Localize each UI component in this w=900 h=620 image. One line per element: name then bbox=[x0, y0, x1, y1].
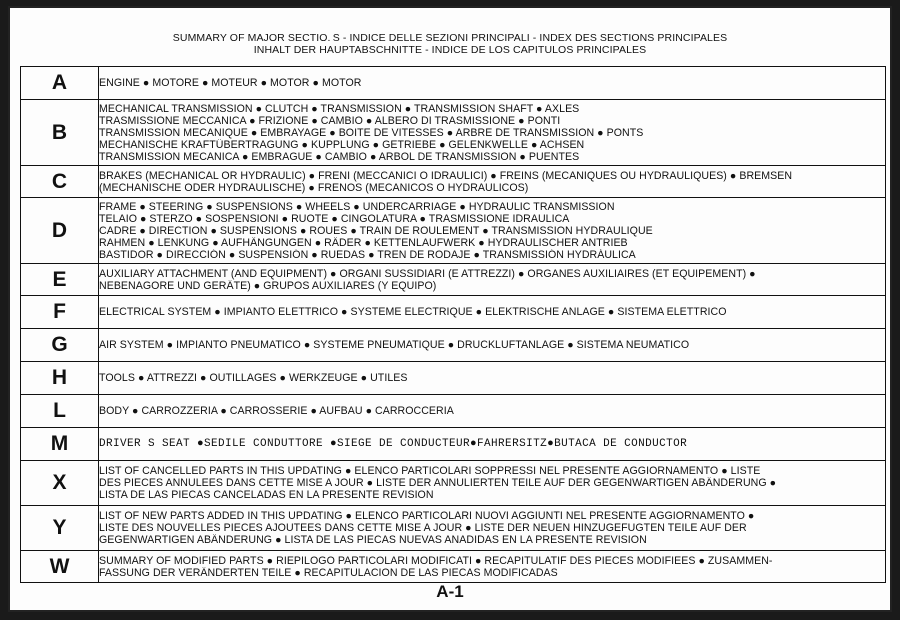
section-description-line: BRAKES (MECHANICAL OR HYDRAULIC) ● FRENI (MECCANICI O IDRAULICI) ● FREINS (MECANIQUES OU HYDRAULIQUES) ● BREMSEN bbox=[99, 169, 793, 182]
section-letter: B bbox=[21, 100, 99, 166]
section-letter: W bbox=[21, 551, 99, 583]
section-letter: C bbox=[21, 166, 99, 198]
section-description bbox=[99, 461, 886, 506]
section-row bbox=[21, 551, 886, 583]
section-description-line: MECHANICAL TRANSMISSION ● CLUTCH ● TRANSMISSION ● TRANSMISSION SHAFT ● AXLES bbox=[99, 102, 580, 115]
section-description-line: LISTA DE LAS PIECAS CANCELADAS EN LA PRESENTE REVISION bbox=[99, 489, 434, 501]
section-description-line: BODY ● CARROZZERIA ● CARROSSERIE ● AUFBAU ● CARROCCERIA bbox=[99, 405, 454, 417]
section-description-line: TRANSMISSION MECANICA ● EMBRAGUE ● CAMBIO ● ARBOL DE TRANSMISSION ● PUENTES bbox=[99, 150, 580, 163]
section-description bbox=[99, 67, 886, 100]
section-row bbox=[21, 296, 886, 329]
section-description-line: FASSUNG DER VERÄNDERTEN TEILE ● RECAPITULACION DE LAS PIECAS MODIFICADAS bbox=[99, 566, 558, 579]
section-description bbox=[99, 551, 886, 583]
section-description-line: FRAME ● STEERING ● SUSPENSIONS ● WHEELS ● UNDERCARRIAGE ● HYDRAULIC TRANSMISSION bbox=[99, 200, 615, 213]
section-description-line: MECHANISCHE KRAFTÜBERTRAGUNG ● KUPPLUNG ● GETRIEBE ● GELENKWELLE ● ACHSEN bbox=[99, 138, 585, 151]
section-row bbox=[21, 395, 886, 428]
section-row bbox=[21, 362, 886, 395]
section-row bbox=[21, 166, 886, 198]
section-letter: M bbox=[21, 428, 99, 461]
section-description bbox=[99, 296, 886, 329]
section-description bbox=[99, 198, 886, 264]
section-description bbox=[99, 362, 886, 395]
document-header bbox=[10, 32, 890, 56]
section-description-line: DES PIECES ANNULEES DANS CETTE MISE A JOUR ● LISTE DER ANNULIERTEN TEILE AUF DER GEGENWARTIGEN ABÄNDERUNG ● bbox=[99, 477, 777, 489]
section-row bbox=[21, 461, 886, 506]
section-description-line: LISTE DES NOUVELLES PIECES AJOUTEES DANS CETTE MISE A JOUR ● LISTE DER NEUEN HINZUGEFUGTEN TEILE AUF DER bbox=[99, 522, 747, 534]
section-letter: E bbox=[21, 264, 99, 296]
section-description-line: AIR SYSTEM ● IMPIANTO PNEUMATICO ● SYSTEME PNEUMATIQUE ● DRUCKLUFTANLAGE ● SISTEMA NEUMATICO bbox=[99, 339, 690, 351]
section-description-line: CADRE ● DIRECTION ● SUSPENSIONS ● ROUES ● TRAIN DE ROULEMENT ● TRANSMISSION HYDRAULIQUE bbox=[99, 224, 653, 237]
section-description-line: TRANSMISSION MECANIQUE ● EMBRAYAGE ● BOITE DE VITESSES ● ARBRE DE TRANSMISSION ● PONTS bbox=[99, 126, 644, 139]
section-description-line: SUMMARY OF MODIFIED PARTS ● RIEPILOGO PARTICOLARI MODIFICATI ● RECAPITULATIF DES PIECES MODIFIEES ● ZUSAMMEN- bbox=[99, 554, 773, 567]
section-description-line: DRIVER S SEAT ●SEDILE CONDUTTORE ●SIEGE DE CONDUCTEUR●FAHRERSITZ●BUTACA DE CONDUCTOR bbox=[99, 438, 688, 450]
section-letter: A bbox=[21, 67, 99, 100]
section-row bbox=[21, 506, 886, 551]
section-letter: L bbox=[21, 395, 99, 428]
section-description-line: ELECTRICAL SYSTEM ● IMPIANTO ELETTRICO ● SYSTEME ELECTRIQUE ● ELEKTRISCHE ANLAGE ● SISTEMA ELETTRICO bbox=[99, 306, 727, 318]
section-description bbox=[99, 428, 886, 461]
page-number: A-1 bbox=[436, 582, 464, 601]
section-row bbox=[21, 100, 886, 166]
header-title-line-2: INHALT DER HAUPTABSCHNITTE - INDICE DE LOS CAPITULOS PRINCIPALES bbox=[253, 44, 647, 56]
section-row bbox=[21, 329, 886, 362]
section-description bbox=[99, 506, 886, 551]
section-description-line: BASTIDOR ● DIRECCIÓN ● SUSPENSIÓN ● RUEDAS ● TREN DE RODAJE ● TRANSMISSIÓN HYDRÁULICA bbox=[99, 248, 636, 261]
section-description-line: TRASMISSIONE MECCANICA ● FRIZIONE ● CAMBIO ● ALBERO DI TRASMISSIONE ● PONTI bbox=[99, 114, 561, 127]
section-description-line: LIST OF CANCELLED PARTS IN THIS UPDATING ● ELENCO PARTICOLARI SOPPRESSI NEL PRESENTE AGGIORNAMENTO ● LISTE bbox=[99, 465, 761, 477]
section-letter: Y bbox=[21, 506, 99, 551]
section-description-line: LIST OF NEW PARTS ADDED IN THIS UPDATING ● ELENCO PARTICOLARI NUOVI AGGIUNTI NEL PRESENTE AGGIORNAMENTO ● bbox=[99, 510, 755, 522]
section-row bbox=[21, 264, 886, 296]
section-row bbox=[21, 198, 886, 264]
section-description-line: NEBENAGORE UND GERÄTE) ● GRUPOS AUXILIARES (Y EQUIPO) bbox=[99, 279, 437, 292]
sections-index-table bbox=[20, 66, 886, 583]
section-description bbox=[99, 264, 886, 296]
section-row bbox=[21, 67, 886, 100]
header-title-line-1: SUMMARY OF MAJOR SECTIO. S - INDICE DELLE SEZIONI PRINCIPALI - INDEX DES SECTIONS PRINCIPALES bbox=[172, 32, 728, 44]
section-description bbox=[99, 329, 886, 362]
document-page bbox=[8, 6, 892, 612]
section-letter: D bbox=[21, 198, 99, 264]
section-letter: G bbox=[21, 329, 99, 362]
section-description-line: AUXILIARY ATTACHMENT (AND EQUIPMENT) ● ORGANI SUSSIDIARI (E ATTREZZI) ● ORGANES AUXILIAIRES (ET EQUIPEMENT) ● bbox=[99, 267, 756, 280]
section-description-line: GEGENWARTIGEN ABÄNDERUNG ● LISTA DE LAS PIECAS NUEVAS ANADIDAS EN LA PRESENTE REVISION bbox=[99, 534, 647, 546]
section-description-line: (MECHANISCHE ODER HYDRAULISCHE) ● FRENOS (MECANICOS O HYDRAULICOS) bbox=[99, 181, 529, 194]
section-row bbox=[21, 428, 886, 461]
sections-index-body bbox=[21, 67, 886, 583]
section-description bbox=[99, 100, 886, 166]
section-description-line: ENGINE ● MOTORE ● MOTEUR ● MOTOR ● MOTOR bbox=[99, 77, 362, 89]
section-letter: H bbox=[21, 362, 99, 395]
section-description-line: TOOLS ● ATTREZZI ● OUTILLAGES ● WERKZEUGE ● UTILES bbox=[99, 372, 408, 384]
section-description bbox=[99, 166, 886, 198]
section-letter: F bbox=[21, 296, 99, 329]
section-description bbox=[99, 395, 886, 428]
section-description-line: RAHMEN ● LENKUNG ● AUFHÄNGUNGEN ● RÄDER ● KETTENLAUFWERK ● HYDRAULISCHER ANTRIEB bbox=[99, 236, 628, 249]
section-description-line: TELAIO ● STERZO ● SOSPENSIONI ● RUOTE ● CINGOLATURA ● TRASMISSIONE IDRAULICA bbox=[99, 212, 570, 225]
section-letter: X bbox=[21, 461, 99, 506]
